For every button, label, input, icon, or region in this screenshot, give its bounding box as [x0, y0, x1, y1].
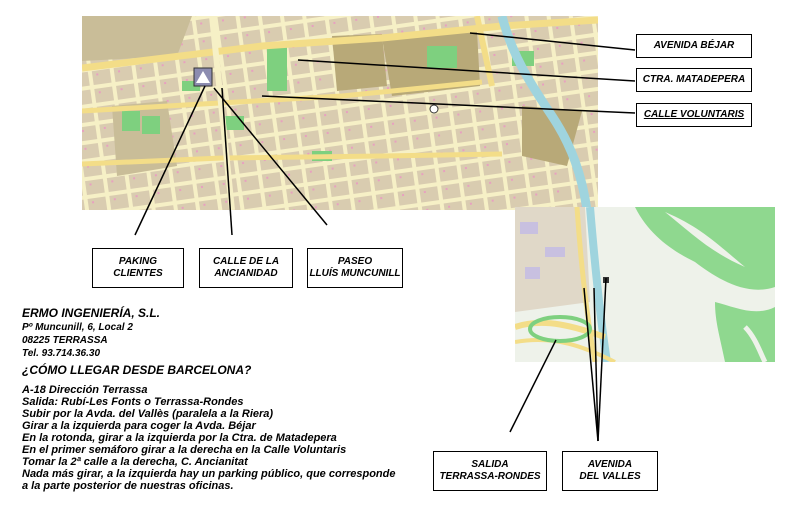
callout-parking	[92, 248, 184, 288]
company-address: Pº Muncunill, 6, Local 2	[22, 322, 133, 333]
callout-paseo-line2: LLUÍS MUNCUNILL	[309, 268, 401, 279]
direction-step: Subir por la Avda. del Vallès (paralela a la Riera)	[22, 408, 274, 420]
direction-step: Salida: Rubí-Les Fonts o Terrassa-Rondes	[22, 396, 244, 408]
callout-salida-line1: SALIDA	[471, 459, 509, 470]
callout-avenida-valles-line2: DEL VALLES	[579, 471, 641, 482]
direction-step: En el primer semáforo girar a la derecha en la Calle Voluntaris	[22, 444, 347, 456]
callout-parking-line1: PAKING	[118, 256, 158, 267]
callout-ctra-matadepera-text: CTRA. MATADEPERA	[642, 74, 746, 85]
callout-salida	[433, 451, 547, 491]
company-name: ERMO INGENIERÍA, S.L.	[22, 306, 161, 320]
callout-avenida-valles	[562, 451, 658, 491]
company-phone: Tel. 93.714.36.30	[22, 348, 101, 359]
callout-avenida-bejar-text: AVENIDA BÉJAR	[653, 40, 735, 51]
company-postcode: 08225 TERRASSA	[22, 335, 108, 346]
callout-calle-ancianidad-line1: CALLE DE LA	[212, 256, 280, 267]
highway-map-graphic	[515, 207, 775, 362]
callout-paseo-line1: PASEO	[337, 256, 373, 267]
callout-calle-voluntaris-text: CALLE VOLUNTARIS	[643, 109, 745, 120]
callout-calle-ancianidad	[199, 248, 293, 288]
direction-step: Tomar la 2ª calle a la derecha, C. Ancianitat	[22, 456, 248, 468]
callout-parking-line2: CLIENTES	[113, 268, 163, 279]
callout-salida-line2: TERRASSA-RONDES	[439, 471, 541, 482]
callout-avenida-valles-line1: AVENIDA	[587, 459, 633, 470]
direction-step: Nada más girar, a la izquierda hay un parking público, que corresponde	[22, 468, 396, 480]
callout-paseo	[307, 248, 403, 288]
direction-step: A-18 Dirección Terrassa	[22, 384, 148, 396]
direction-step: Girar a la izquierda para coger la Avda. Béjar	[22, 420, 256, 432]
city-map[interactable]	[82, 16, 598, 210]
direction-step: En la rotonda, girar a la izquierda por la Ctra. de Matadepera	[22, 432, 337, 444]
callout-avenida-bejar	[636, 34, 752, 58]
highway-map[interactable]	[515, 207, 775, 362]
callout-calle-ancianidad-line2: ANCIANIDAD	[214, 268, 278, 279]
callout-calle-voluntaris	[636, 103, 752, 127]
city-map-graphic	[82, 16, 598, 210]
directions-question: ¿CÓMO LLEGAR DESDE BARCELONA?	[22, 363, 252, 377]
direction-step: a la parte posterior de nuestras oficinas.	[22, 480, 234, 492]
callout-ctra-matadepera	[636, 68, 752, 92]
